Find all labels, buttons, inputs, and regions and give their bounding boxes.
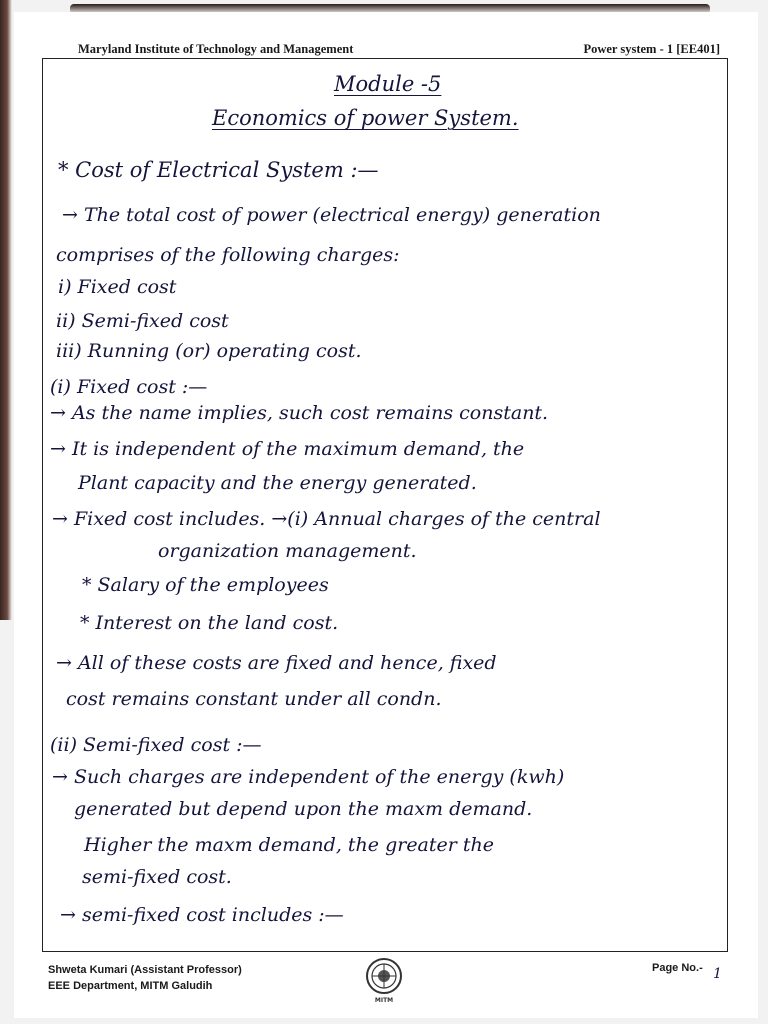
note-line: comprises of the following charges: <box>56 244 400 266</box>
module-title: Module -5 <box>334 72 442 96</box>
note-line: iii) Running (or) operating cost. <box>56 340 362 362</box>
institution-name: Maryland Institute of Technology and Management <box>78 42 354 56</box>
note-line: → semi-fixed cost includes :— <box>60 904 344 926</box>
scan-edge-left <box>0 0 12 620</box>
note-line: ii) Semi-fixed cost <box>56 310 229 332</box>
page-label: Page No.- <box>652 962 703 974</box>
department: EEE Department, MITM Galudih <box>48 980 213 992</box>
footer-author <box>48 962 242 994</box>
section-heading: * Cost of Electrical System :— <box>58 158 379 182</box>
note-line: → As the name implies, such cost remains constant. <box>50 402 549 424</box>
note-line: → Fixed cost includes. →(i) Annual charges of the central <box>52 508 601 530</box>
subheading-semi-fixed-cost: (ii) Semi-fixed cost :— <box>50 734 262 756</box>
note-line: → All of these costs are fixed and hence, fixed <box>56 652 497 674</box>
note-line: cost remains constant under all condn. <box>66 688 442 710</box>
note-line: generated but depend upon the maxm demand. <box>74 798 533 820</box>
course-code: Power system - 1 [EE401] <box>583 42 720 56</box>
page-number: 1 <box>713 966 722 982</box>
note-line: Higher the maxm demand, the greater the <box>84 834 495 856</box>
note-line: → Such charges are independent of the energy (kwh) <box>52 766 565 788</box>
note-line: semi-fixed cost. <box>82 866 232 888</box>
topic-title: Economics of power System. <box>212 106 519 130</box>
note-line: * Interest on the land cost. <box>80 612 339 634</box>
note-line: * Salary of the employees <box>82 574 329 596</box>
institute-seal-icon <box>364 956 404 1004</box>
author-name: Shweta Kumari (Assistant Professor) <box>48 964 242 976</box>
seal-text: MITM <box>374 997 394 1004</box>
note-line: Plant capacity and the energy generated. <box>78 472 477 494</box>
note-line: organization management. <box>158 540 417 562</box>
note-line: → It is independent of the maximum demand, the <box>50 438 525 460</box>
note-line: i) Fixed cost <box>58 276 177 298</box>
note-line: → The total cost of power (electrical energy) generation <box>62 204 601 226</box>
subheading-fixed-cost: (i) Fixed cost :— <box>50 376 208 398</box>
